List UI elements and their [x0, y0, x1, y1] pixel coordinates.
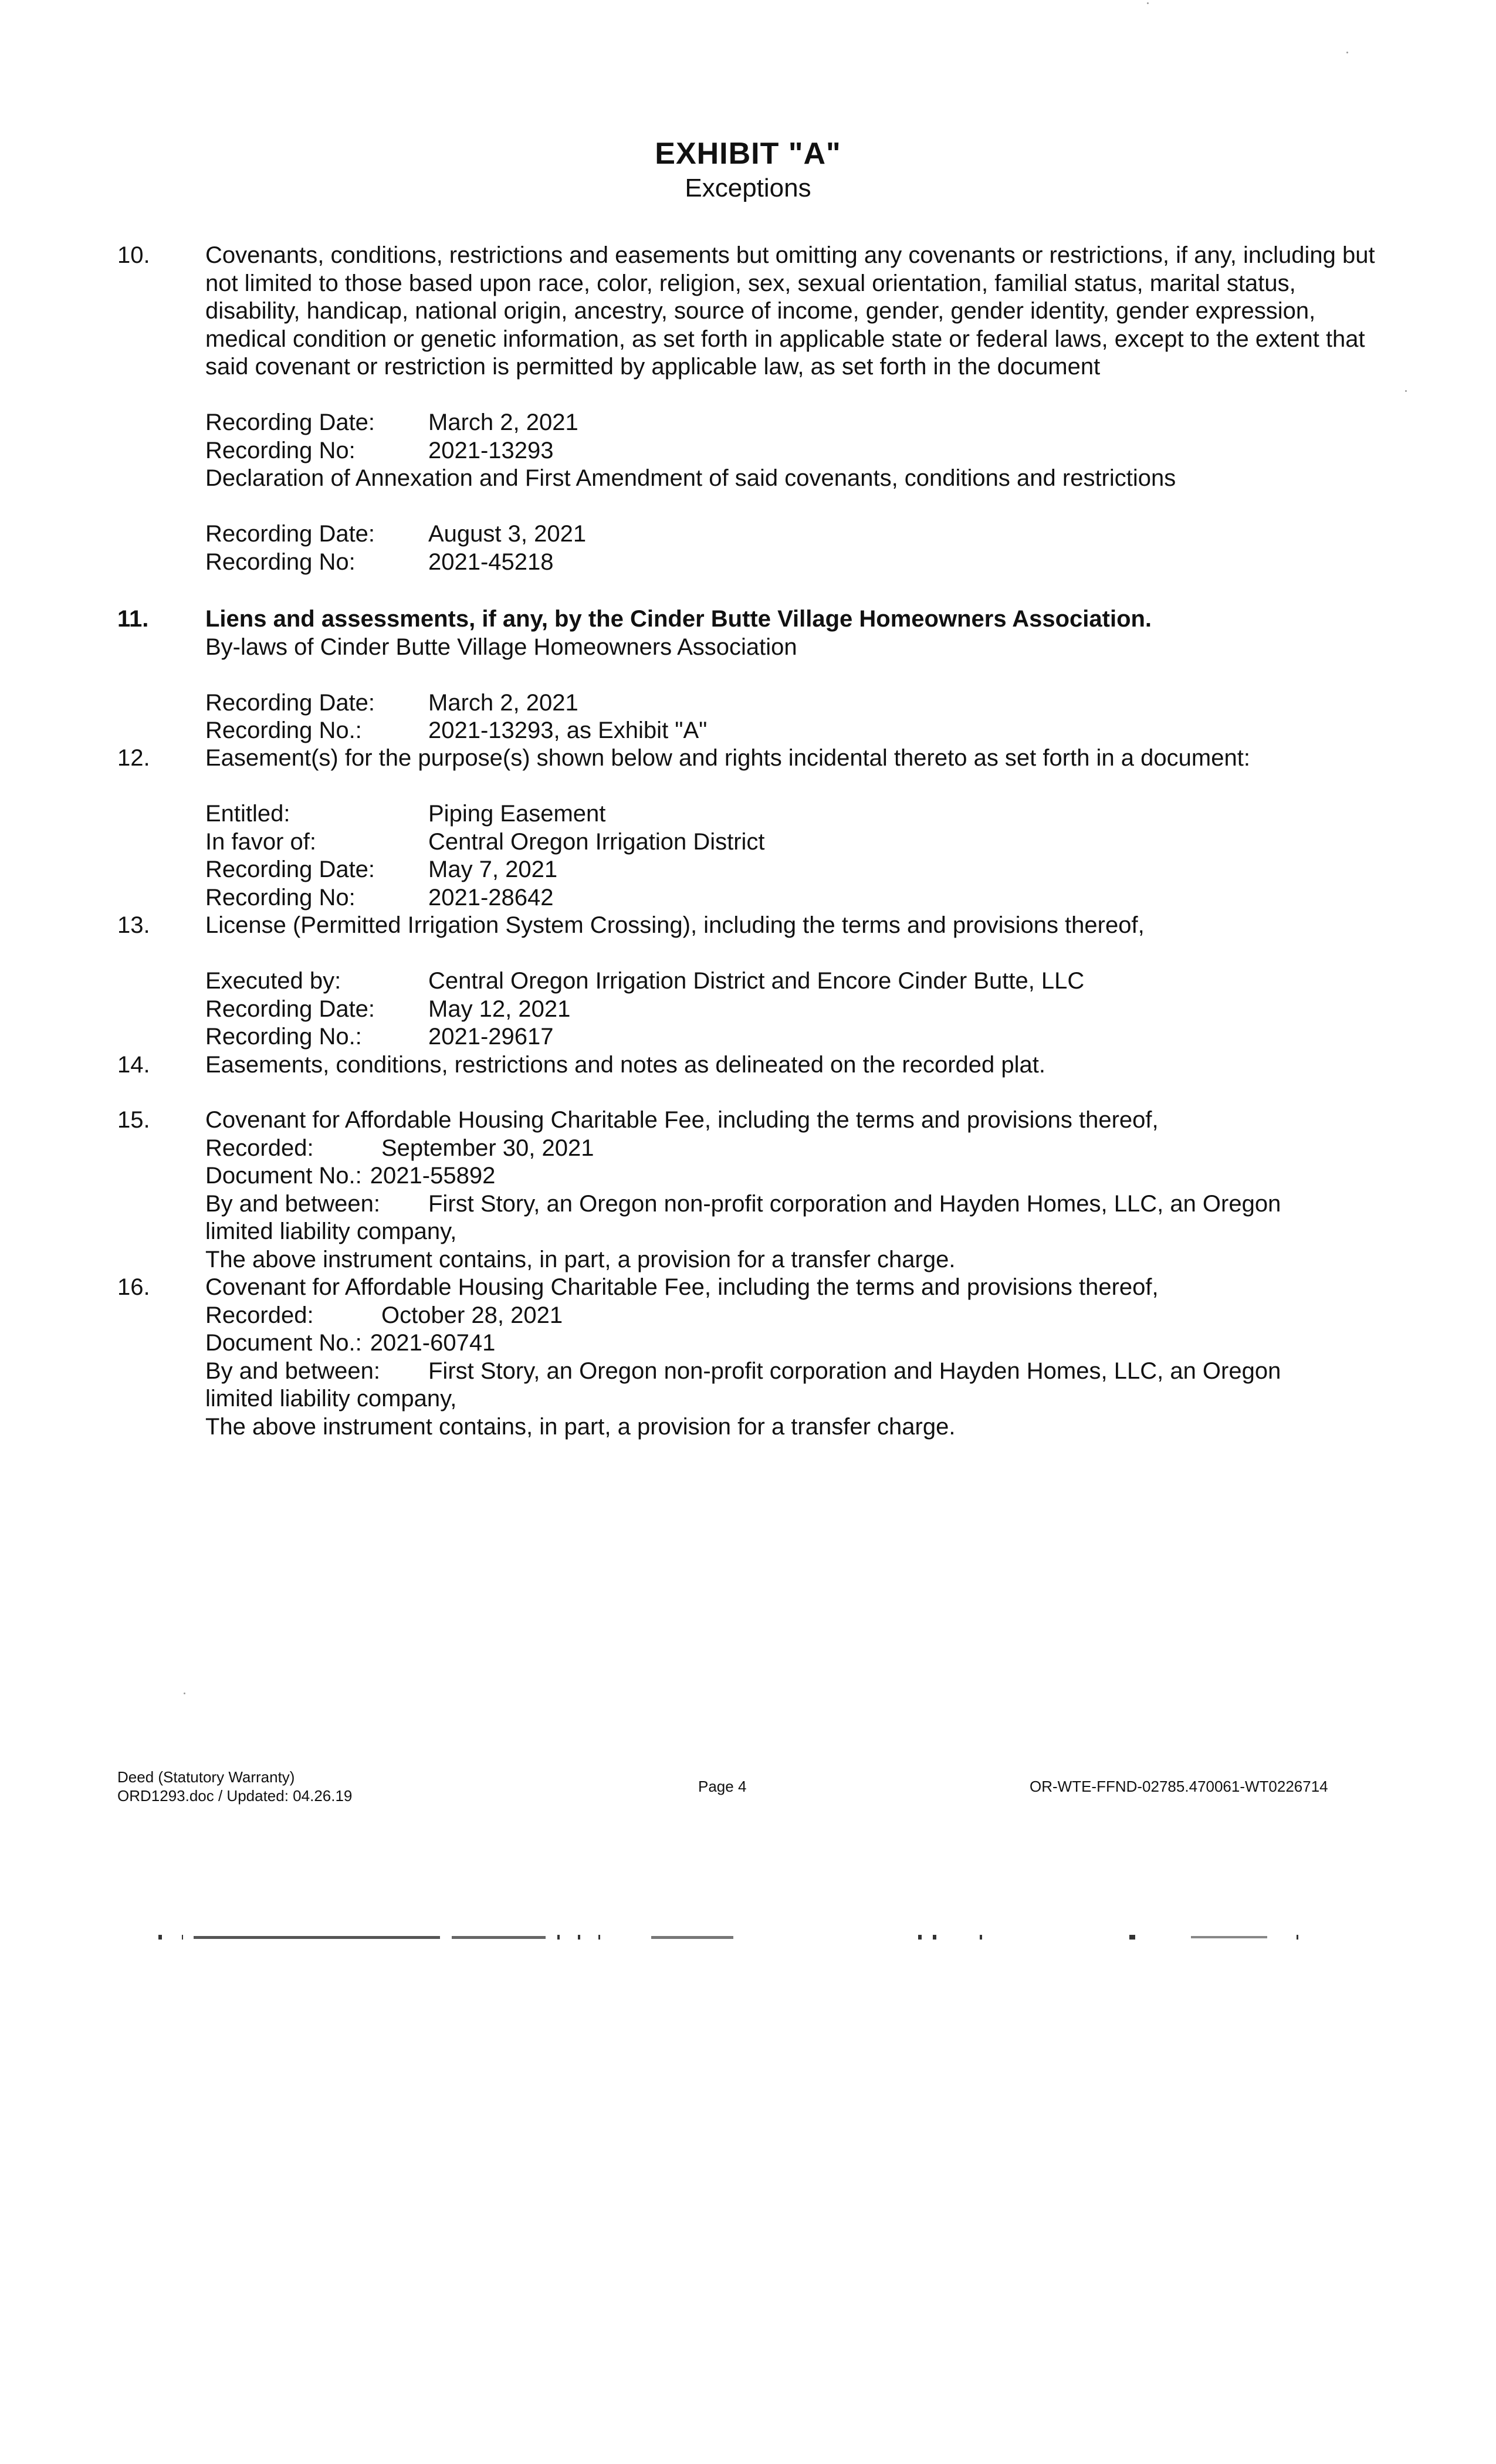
item-number: 10. — [117, 242, 150, 268]
transfer-charge-note: The above instrument contains, in part, a provision for a transfer charge. — [205, 1413, 956, 1440]
item-text: Easement(s) for the purpose(s) shown below and rights incidental thereto as set forth in a document: — [205, 745, 1250, 771]
recording-date-row — [205, 689, 1379, 717]
footer-form-name: Deed (Statutory Warranty) — [117, 1768, 295, 1786]
document-no-label: Document No.: — [205, 1330, 362, 1356]
recorded-row — [205, 1302, 1379, 1330]
by-and-between-value: First Story, an Oregon non-profit corporation and Hayden Homes, LLC, an Oregon — [428, 1190, 1281, 1217]
recording-no-label: Recording No.: — [205, 1024, 362, 1050]
recording-no-row — [205, 884, 1379, 912]
recorded-value: September 30, 2021 — [381, 1135, 594, 1161]
recording-no-value: 2021-13293 — [428, 437, 554, 463]
by-and-between-label: By and between: — [205, 1190, 380, 1217]
recorded-value: October 28, 2021 — [381, 1302, 563, 1328]
recording-date-label: Recording Date: — [205, 689, 375, 716]
footer-form-info — [117, 1768, 352, 1805]
footer-file-number: OR-WTE-FFND-02785.470061-WT0226714 — [1030, 1778, 1328, 1795]
recorded-label: Recorded: — [205, 1302, 314, 1328]
recorded-row — [205, 1135, 1379, 1163]
recording-date-label: Recording Date: — [205, 857, 375, 882]
recording-date-label: Recording Date: — [205, 996, 375, 1022]
item-text: Easements, conditions, restrictions and notes as delineated on the recorded plat. — [205, 1052, 1045, 1078]
by-and-between-continued: limited liability company, — [205, 1386, 457, 1412]
document-no-label: Document No.: — [205, 1163, 362, 1189]
recording-no-value: 2021-13293, as Exhibit "A" — [428, 717, 708, 743]
footer-page-number: Page 4 — [698, 1778, 747, 1795]
scan-speck — [1405, 390, 1407, 392]
recording-no-label: Recording No: — [205, 437, 356, 463]
entitled-value: Piping Easement — [428, 801, 606, 827]
recording-no-row — [205, 549, 1379, 577]
document-no-value: 2021-60741 — [370, 1330, 496, 1356]
item-title: Liens and assessments, if any, by the Cinder Butte Village Homeowners Association. — [205, 606, 1152, 632]
recording-date-row — [205, 996, 1379, 1024]
recording-date-row — [205, 409, 1379, 437]
by-and-between-row — [205, 1358, 1379, 1386]
in-favor-of-value: Central Oregon Irrigation District — [428, 828, 765, 855]
scan-speck — [1147, 2, 1149, 4]
document-no-value: 2021-55892 — [370, 1163, 496, 1189]
recording-date-row — [205, 856, 1379, 884]
recording-date-value: March 2, 2021 — [428, 409, 578, 435]
recording-date-value: August 3, 2021 — [428, 521, 587, 547]
recording-no-label: Recording No: — [205, 549, 356, 575]
item-number: 12. — [117, 745, 150, 771]
recording-no-row — [205, 717, 1379, 745]
exhibit-title: EXHIBIT "A" — [655, 137, 841, 171]
recorded-label: Recorded: — [205, 1135, 314, 1161]
recording-no-value: 2021-45218 — [428, 549, 554, 575]
by-and-between-continued: limited liability company, — [205, 1219, 457, 1244]
document-no-row — [205, 1329, 1379, 1358]
recording-date-label: Recording Date: — [205, 409, 375, 435]
item-number: 15. — [117, 1107, 150, 1133]
bylaws-text: By-laws of Cinder Butte Village Homeowners Association — [205, 634, 797, 660]
recording-date-value: May 12, 2021 — [428, 996, 571, 1022]
recording-no-row — [205, 437, 1379, 465]
item-number: 11. — [117, 606, 149, 632]
in-favor-of-label: In favor of: — [205, 828, 316, 855]
scan-speck — [1346, 52, 1348, 53]
executed-by-value: Central Oregon Irrigation District and Encore Cinder Butte, LLC — [428, 968, 1085, 994]
recording-date-label: Recording Date: — [205, 521, 375, 547]
entitled-label: Entitled: — [205, 801, 290, 827]
amendment-text: Declaration of Annexation and First Amendment of said covenants, conditions and restrictions — [205, 465, 1176, 491]
scan-speck — [184, 1693, 185, 1694]
footer-form-file: ORD1293.doc / Updated: 04.26.19 — [117, 1787, 353, 1805]
item-text: Covenants, conditions, restrictions and easements but omitting any covenants or restrictions, if any, including but not limited to those based upon race, color, religion, sex, sexual orientation, familial status, marital status, disability, handicap, national origin, ancestry, source of income, gender, gender identity, gender expression, medical condition or genetic information, as set forth in applicable state or federal laws, except to the extent that said covenant or restriction is permitted by applicable law, as set forth in the document — [205, 242, 1375, 380]
in-favor-of-row — [205, 828, 1379, 857]
recording-no-value: 2021-29617 — [428, 1024, 554, 1050]
by-and-between-label: By and between: — [205, 1358, 380, 1384]
item-text: Covenant for Affordable Housing Charitable Fee, including the terms and provisions thereof, — [205, 1274, 1159, 1300]
entitled-row — [205, 800, 1379, 828]
exhibit-subtitle: Exceptions — [685, 174, 811, 202]
recording-date-value: May 7, 2021 — [428, 857, 558, 882]
item-number: 14. — [117, 1052, 150, 1078]
recording-no-label: Recording No: — [205, 884, 356, 911]
recording-date-value: March 2, 2021 — [428, 689, 578, 716]
transfer-charge-note: The above instrument contains, in part, a provision for a transfer charge. — [205, 1246, 956, 1272]
item-text: License (Permitted Irrigation System Crossing), including the terms and provisions thereof, — [205, 912, 1145, 938]
scan-artifact-line — [147, 1935, 1349, 1943]
item-number: 13. — [117, 912, 150, 938]
recording-no-label: Recording No.: — [205, 717, 362, 743]
executed-by-label: Executed by: — [205, 968, 341, 994]
recording-date-row — [205, 520, 1379, 549]
recording-no-row — [205, 1023, 1379, 1051]
item-number: 16. — [117, 1274, 150, 1300]
by-and-between-row — [205, 1190, 1379, 1219]
item-text: Covenant for Affordable Housing Charitable Fee, including the terms and provisions thereof, — [205, 1107, 1159, 1133]
executed-by-row — [205, 967, 1379, 996]
recording-no-value: 2021-28642 — [428, 884, 554, 911]
document-no-row — [205, 1162, 1379, 1190]
by-and-between-value: First Story, an Oregon non-profit corporation and Hayden Homes, LLC, an Oregon — [428, 1358, 1281, 1384]
